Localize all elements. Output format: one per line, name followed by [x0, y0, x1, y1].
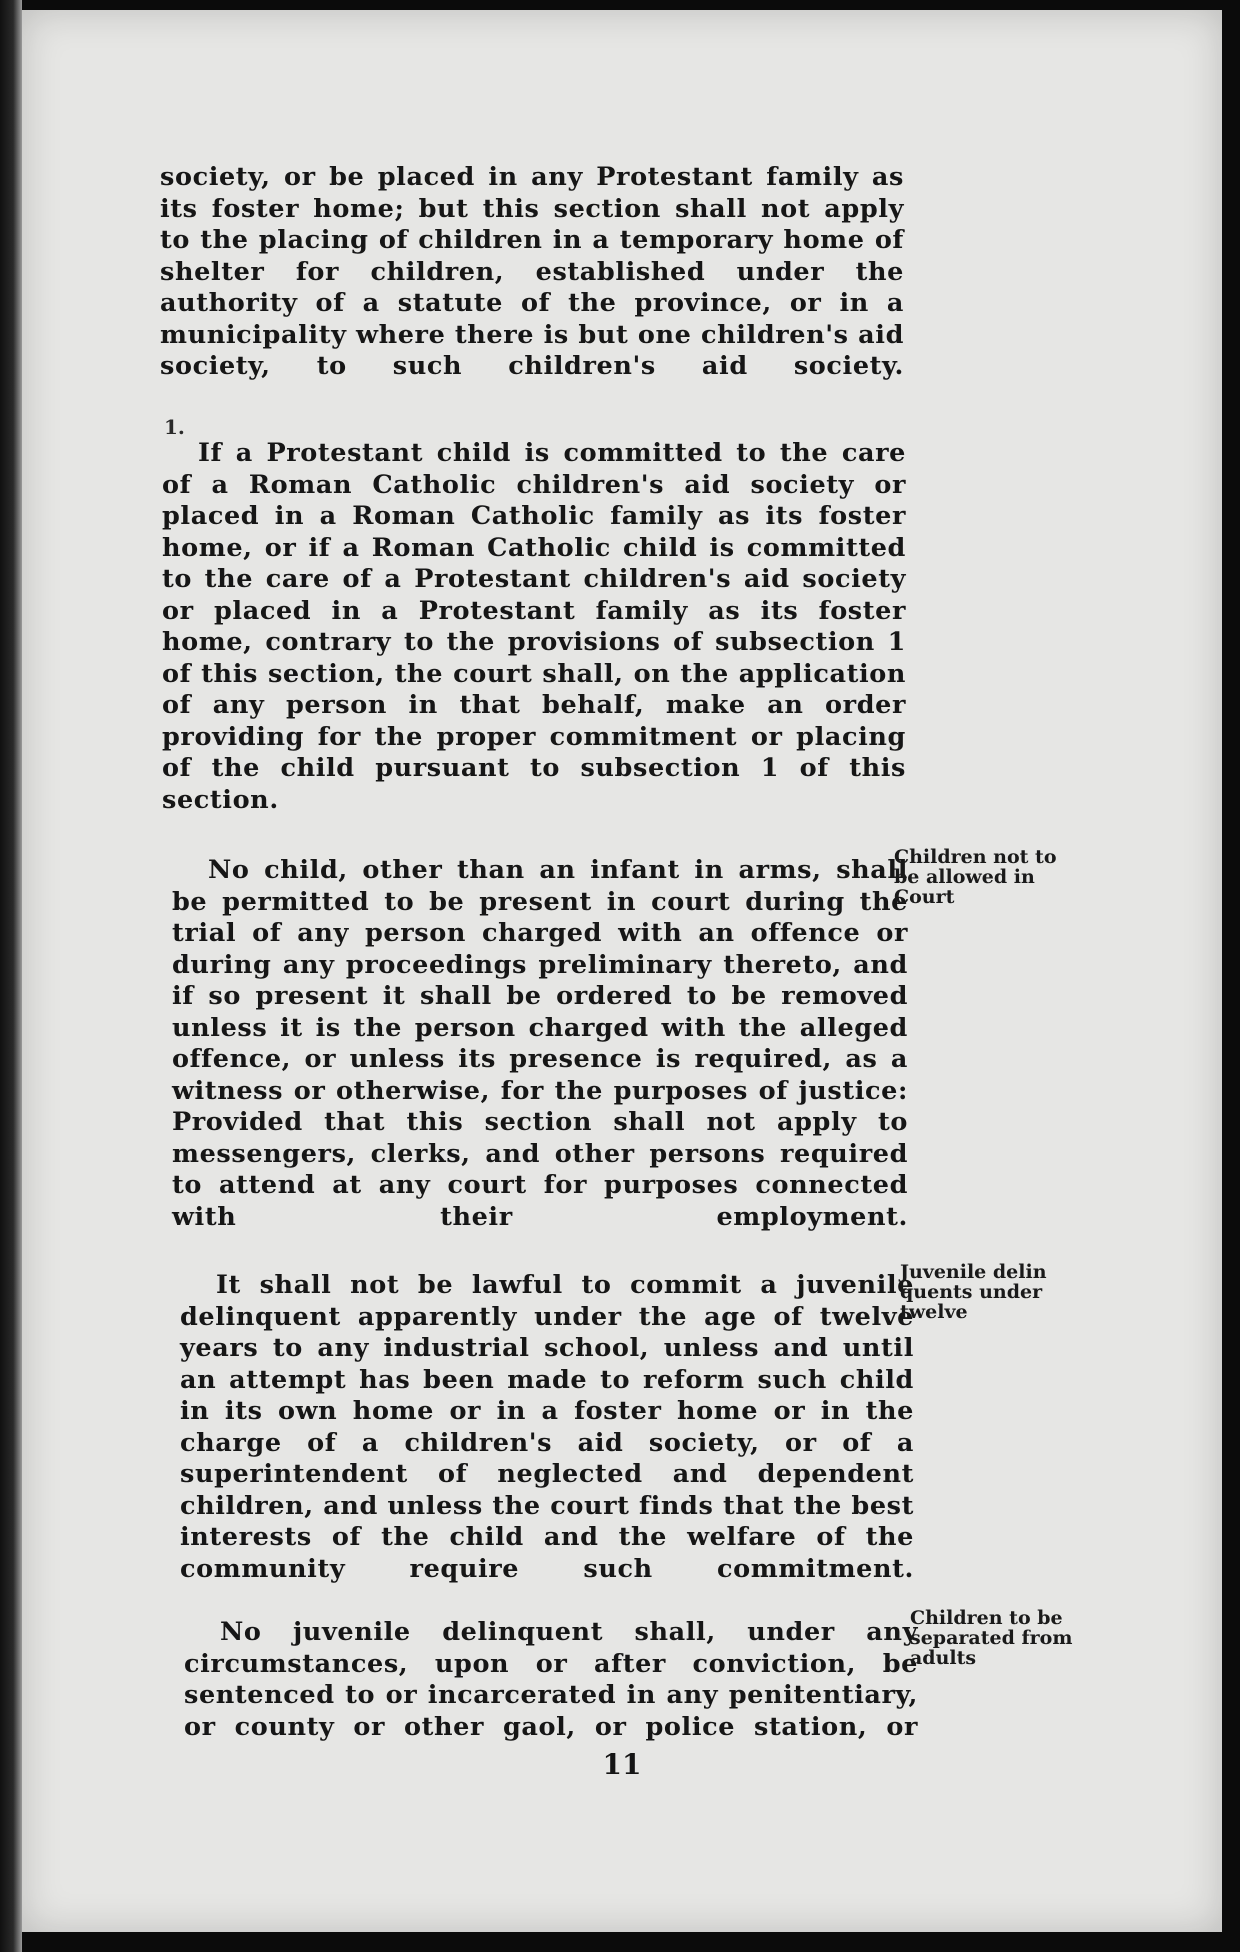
scanned-page [22, 10, 1222, 1932]
paragraph-protestant-child: If a Protestant child is committed to the care of a Roman Catholic children's aid society or placed in a Roman Catholic family as its foster home, or if a Roman Catholic child is committed to the care of a Protestant children's aid society or placed in a Protestant family as its foster home, contrary to the provisions of subsection 1 of this section, the court shall, on the application of any person in that behalf, make an order providing for the proper commitment or placing of the child pursuant to subsection 1 of this section. [162, 438, 906, 815]
paragraph-children-in-court: No child, other than an infant in arms, shall be permitted to be present in court during the trial of any person charged with an offence or during any proceedings preliminary thereto, and if so present it shall be ordered to be removed unless it is the person charged with the alleged offence, or unless its presence is required, as a witness or otherwise, for the purposes of justice: Provided that this section shall not apply to messengers, clerks, and other persons required to attend at any court for purposes connected with their employment. [172, 855, 908, 1232]
margin-note-juvenile-under-twelve: Juvenile delin quents under twelve [900, 1261, 1047, 1323]
margin-note-children-in-court: Children not to be allowed in Court [894, 846, 1057, 908]
paragraph-continuation: society, or be placed in any Protestant family as its foster home; but this section shall not apply to the placing of children in a temporary home of shelter for children, established under the authority of a statute of the province, or in a municipality where there is but one children's aid society, to such children's aid society. [160, 162, 904, 381]
subsection-mark: 1. [164, 415, 185, 439]
paragraph-separated-from-adults: No juvenile delinquent shall, under any circumstances, upon or after conviction, be sentenced to or incarcerated in any penitentiary, or county or other gaol, or police station, or [184, 1617, 918, 1742]
paragraph-juvenile-under-twelve: It shall not be lawful to commit a juvenile delinquent apparently under the age of twelve years to any industrial school, unless and until an attempt has been made to reform such child in its own home or in a foster home or in the charge of a children's aid society, or of a superintendent of neglected and dependent children, and unless the court finds that the best interests of the child and the welfare of the community require such commitment. [180, 1270, 914, 1584]
margin-note-separated-from-adults: Children to be separated from adults [910, 1607, 1073, 1669]
book-spine-edge [0, 0, 22, 1952]
page-number: 11 [602, 1748, 642, 1781]
